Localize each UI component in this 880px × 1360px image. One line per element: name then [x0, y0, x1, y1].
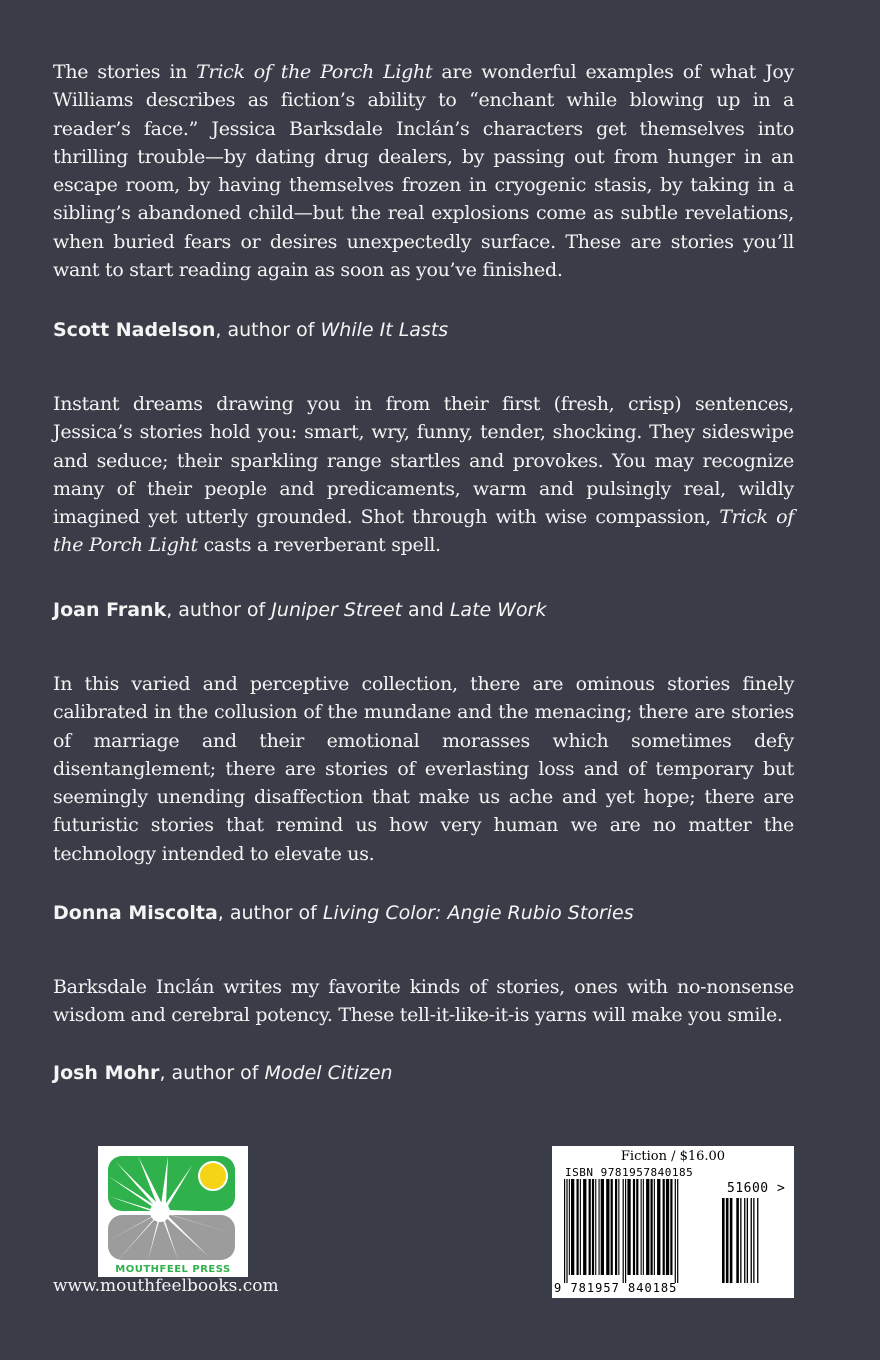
barcode-bar: [627, 1179, 630, 1275]
blurb-text: Instant dreams drawing you in from their first (fresh, crisp) sentences, Jessica’s stories hold you: smart, wry, funny, tender, shocking. They sideswipe and seduce; their sparkling range startles and provokes. You may recognize many of their people and predicaments, warm and pulsingly real, wildly imagined yet utterly grounded. Shot through with wise compassion,: [53, 393, 794, 529]
barcode-bar: [677, 1179, 678, 1283]
barcode-bar: [657, 1179, 660, 1275]
addon-bar: [753, 1198, 754, 1283]
barcode-bar: [675, 1179, 676, 1283]
ean-barcode: [562, 1179, 712, 1283]
addon-bar: [751, 1198, 752, 1283]
isbn-label: ISBN 9781957840185: [565, 1166, 694, 1179]
blurb-text: are wonderful examples of what Joy Williams describes as fiction’s ability to “enchant while blowing up in a reader’s face.” Jessica Barksdale Inclán’s characters get themselves into thrilling trouble—by dating drug dealers, by passing out from hunger in an escape room, by having themselves frozen in cryogenic stasis, by taking in a sibling’s abandoned child—but the real explosions come as subtle revelations, when buried fears or desires unexpectedly surface. These are stories you’ll want to start reading again as soon as you’ve finished.: [53, 61, 794, 282]
barcode-bar: [592, 1179, 594, 1275]
barcode-bar: [580, 1179, 581, 1275]
addon-bar: [722, 1198, 725, 1283]
author-role: , author of: [159, 1062, 265, 1084]
author-name: Donna Miscolta: [53, 902, 218, 924]
barcode-bar: [633, 1179, 635, 1275]
barcode-bar: [625, 1179, 626, 1283]
barcode-bar: [663, 1179, 665, 1275]
author-name: Scott Nadelson: [53, 319, 216, 341]
addon-bar: [744, 1198, 745, 1283]
barcode-bar: [595, 1179, 596, 1275]
barcode-bar: [577, 1179, 579, 1275]
author-work-title: Juniper Street: [271, 599, 403, 621]
barcode-bar: [623, 1179, 624, 1283]
author-name: Josh Mohr: [53, 1062, 160, 1084]
barcode-bar: [583, 1179, 586, 1275]
barcode-bar: [618, 1179, 619, 1275]
logo-sun-icon: [199, 1162, 227, 1190]
price-label: Fiction / $16.00: [620, 1149, 726, 1164]
blurb-text: The stories in: [53, 61, 197, 83]
logo-text: MOUTHFEEL PRESS: [115, 1264, 231, 1275]
author-work-title: Model Citizen: [264, 1062, 393, 1084]
barcode-bar: [606, 1179, 609, 1275]
barcode-bar: [566, 1179, 567, 1283]
addon-bar: [736, 1198, 739, 1283]
blurb-text: In this varied and perceptive collection, there are ominous stories finely calibrated in the collusion of the mundane and the menacing; there are stories of marriage and their emotional morasses which sometimes defy disentanglement; there are stories of everlasting loss and of temporary but seemingly unending disaffection that make us ache and yet hope; there are futuristic stories that remind us how very human we are no matter the technology intended to elevate us.: [53, 673, 794, 865]
author-role: , author of: [166, 599, 272, 621]
addon-bar: [726, 1198, 729, 1283]
author-work-title: While It Lasts: [320, 319, 449, 341]
addon-bar: [740, 1198, 741, 1283]
barcode-bar: [599, 1179, 600, 1275]
conjunction: and: [402, 599, 450, 621]
barcode-bar: [666, 1179, 669, 1275]
barcode-bar: [615, 1179, 617, 1275]
publisher-website[interactable]: www.mouthfeelbooks.com: [53, 1276, 279, 1296]
author-role: , author of: [217, 902, 323, 924]
author-work-title: Late Work: [449, 599, 547, 621]
barcode-bar: [670, 1179, 672, 1275]
book-title: Trick of the Porch Light: [53, 506, 794, 557]
price-code: 51600 >: [727, 1181, 786, 1196]
barcode-bar: [589, 1179, 591, 1275]
publisher-logo: [98, 1146, 248, 1277]
attribution-1: [53, 318, 448, 342]
barcode-bar: [611, 1179, 613, 1275]
barcode-bar: [646, 1179, 649, 1275]
addon-bar: [730, 1198, 733, 1283]
barcode-bar: [654, 1179, 655, 1275]
blurb-text: Barksdale Inclán writes my favorite kinds of stories, ones with no-nonsense wisdom and cerebral potency. These tell-it-like-it-is yarns will make you smile.: [53, 976, 794, 1027]
barcode-bar: [643, 1179, 644, 1275]
price-addon-barcode: [720, 1198, 782, 1283]
barcode-bar: [564, 1179, 565, 1283]
blurb-4: [53, 973, 794, 1030]
book-title: Trick of the Porch Light: [196, 61, 433, 83]
barcode-box: [552, 1146, 794, 1298]
addon-bar: [747, 1198, 748, 1283]
barcode-bar: [636, 1179, 638, 1275]
author-work-title: Living Color: Angie Rubio Stories: [322, 902, 634, 924]
barcode-bar: [641, 1179, 642, 1275]
barcode-bar: [571, 1179, 574, 1275]
blurb-text: casts a reverberant spell.: [197, 534, 441, 557]
author-role: , author of: [215, 319, 321, 341]
attribution-4: [53, 1061, 393, 1085]
blurb-3: [53, 670, 794, 868]
ean-digits: 9 781957 840185: [554, 1281, 678, 1295]
attribution-2: [53, 598, 546, 622]
barcode-bar: [651, 1179, 653, 1275]
barcode-bar: [569, 1179, 570, 1275]
blurb-2: [53, 390, 794, 560]
barcode-bar: [601, 1179, 604, 1275]
addon-bar: [757, 1198, 758, 1283]
author-name: Joan Frank: [53, 599, 167, 621]
attribution-3: [53, 901, 634, 925]
blurb-1: [53, 58, 794, 284]
